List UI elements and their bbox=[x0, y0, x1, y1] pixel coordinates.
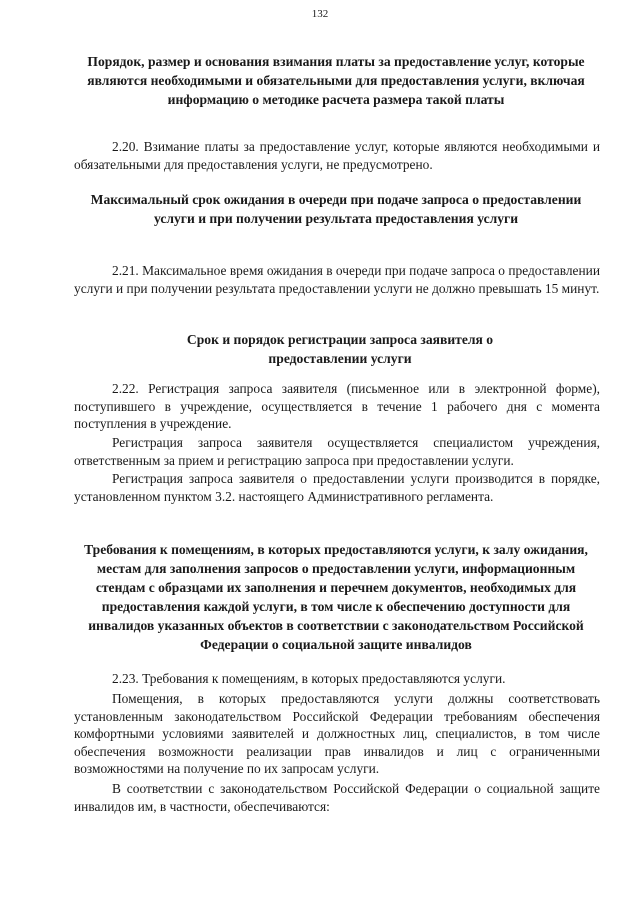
paragraph-2-22-procedure: Регистрация запроса заявителя о предоставлении услуги производится в порядке, установленном пунктом 3.2. настоящего Административного регламента. bbox=[74, 471, 600, 504]
paragraph-2-21: 2.21. Максимальное время ожидания в очереди при подаче запроса о предоставлении услуги и при получении результата предоставлении услуги не должно превышать 15 минут. bbox=[74, 263, 600, 296]
paragraph-2-22: 2.22. Регистрация запроса заявителя (письменное или в электронной форме), поступившего в учреждение, осуществляется в течение 1 рабочего дня с момента поступления в учреждение. bbox=[74, 381, 600, 432]
section-heading-premises: Требования к помещениям, в которых предоставляются услуги, к залу ожидания, местам для заполнения запросов о предоставлении услуги, информационным стендам с образцами их заполнения и перечнем документов, необходимых для предоставления каждой услуги, в том числе к обеспечению доступности для инвалидов указанных объектов в соответствии с законодательством Российской Федерации о социальной защите инвалидов bbox=[84, 542, 588, 652]
paragraph-2-23-premises: Помещения, в которых предоставляются услуги должны соответствовать установленным законодательством Российской Федерации требованиям обеспечения комфортными условиями заявителей и должностных лиц, специалистов, в том числе обеспечения возможности реализации прав инвалидов и лиц с ограниченными возможностями на получение по их запросам услуги. bbox=[74, 691, 600, 777]
paragraph-2-20: 2.20. Взимание платы за предоставление услуг, которые являются необходимыми и обязательными для предоставления услуги, не предусмотрено. bbox=[74, 139, 600, 172]
paragraph-2-23-disabled: В соответствии с законодательством Российской Федерации о социальной защите инвалидов им, в частности, обеспечиваются: bbox=[74, 781, 600, 814]
paragraph-2-23: 2.23. Требования к помещениям, в которых предоставляются услуги. bbox=[112, 671, 506, 686]
section-heading-registration: Срок и порядок регистрации запроса заявителя о предоставлении услуги bbox=[186, 332, 494, 366]
page-number: 132 bbox=[311, 8, 329, 20]
paragraph-2-22-specialist: Регистрация запроса заявителя осуществляется специалистом учреждения, ответственным за прием и регистрацию запроса при предоставлении услуги. bbox=[74, 435, 600, 468]
section-heading-queue: Максимальный срок ожидания в очереди при подаче запроса о предоставлении услуги и при получении результата предоставления услуги bbox=[90, 192, 582, 226]
section-heading-fees: Порядок, размер и основания взимания платы за предоставление услуг, которые являются необходимыми и обязательными для предоставления услуги, включая информацию о методике расчета размера такой платы bbox=[87, 54, 585, 107]
